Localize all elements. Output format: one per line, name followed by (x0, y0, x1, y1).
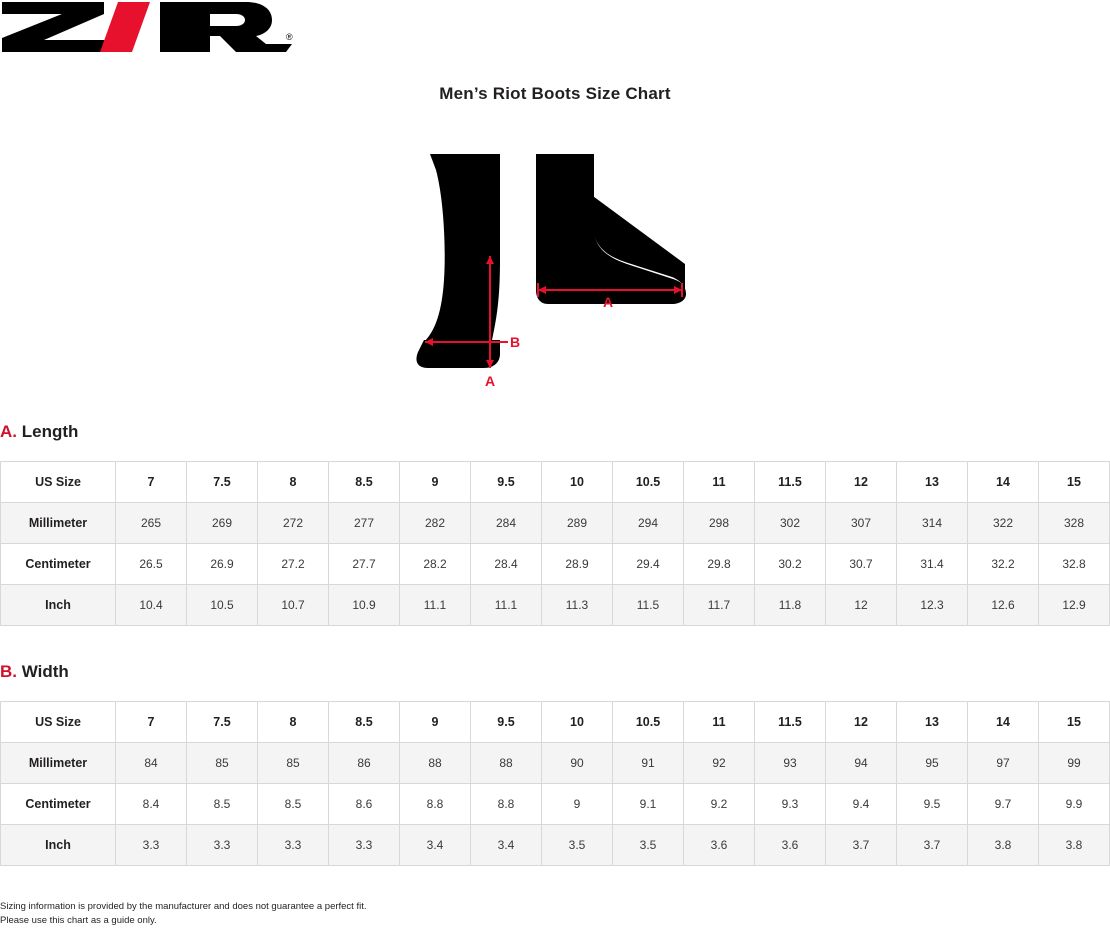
width-cell: 3.7 (826, 825, 897, 866)
width-column-header: 11 (684, 702, 755, 743)
width-cell: 8.4 (116, 784, 187, 825)
width-cell: 3.3 (329, 825, 400, 866)
length-cell: 284 (471, 503, 542, 544)
width-cell: 91 (613, 743, 684, 784)
length-cell: 328 (1039, 503, 1110, 544)
width-cell: 9.7 (968, 784, 1039, 825)
length-cell: 32.8 (1039, 544, 1110, 585)
page-title: Men’s Riot Boots Size Chart (439, 84, 671, 103)
length-cell: 29.4 (613, 544, 684, 585)
width-cell: 8.8 (471, 784, 542, 825)
width-cell: 93 (755, 743, 826, 784)
width-cell: 3.5 (613, 825, 684, 866)
dimension-label-a-right: A (603, 294, 614, 310)
length-cell: 11.8 (755, 585, 826, 626)
width-column-header: 14 (968, 702, 1039, 743)
width-size-table (0, 701, 1110, 866)
z1r-logo-icon (0, 0, 300, 54)
length-cell: 298 (684, 503, 755, 544)
length-row-header: Centimeter (1, 544, 116, 585)
boot-measurement-diagram (0, 140, 1110, 400)
length-column-header: 13 (897, 462, 968, 503)
length-cell: 28.4 (471, 544, 542, 585)
length-row-header: Millimeter (1, 503, 116, 544)
length-column-header: 8.5 (329, 462, 400, 503)
width-column-header: 12 (826, 702, 897, 743)
length-cell: 10.5 (187, 585, 258, 626)
width-cell: 3.4 (471, 825, 542, 866)
length-row (1, 585, 1110, 626)
length-column-header: 12 (826, 462, 897, 503)
width-cell: 9.4 (826, 784, 897, 825)
width-column-header: 10 (542, 702, 613, 743)
length-column-header: 8 (258, 462, 329, 503)
width-cell: 3.8 (1039, 825, 1110, 866)
width-cell: 8.5 (187, 784, 258, 825)
width-cell: 85 (258, 743, 329, 784)
width-cell: 88 (471, 743, 542, 784)
length-cell: 10.4 (116, 585, 187, 626)
width-column-header: 9.5 (471, 702, 542, 743)
length-cell: 12.3 (897, 585, 968, 626)
length-cell: 272 (258, 503, 329, 544)
section-letter-b: B. (0, 662, 17, 681)
section-letter-a: A. (0, 422, 17, 441)
length-row (1, 503, 1110, 544)
width-column-header: 15 (1039, 702, 1110, 743)
length-column-header: 14 (968, 462, 1039, 503)
width-cell: 3.6 (755, 825, 826, 866)
width-cell: 9 (542, 784, 613, 825)
width-cell: 9.3 (755, 784, 826, 825)
width-cell: 8.5 (258, 784, 329, 825)
width-table-body (1, 702, 1110, 866)
section-heading-width (0, 662, 69, 682)
width-row-header: Inch (1, 825, 116, 866)
length-cell: 28.2 (400, 544, 471, 585)
width-cell: 84 (116, 743, 187, 784)
width-cell: 90 (542, 743, 613, 784)
width-column-header: 8 (258, 702, 329, 743)
length-cell: 289 (542, 503, 613, 544)
dimension-label-a-left: A (485, 373, 496, 389)
width-row (1, 743, 1110, 784)
length-cell: 294 (613, 503, 684, 544)
width-column-header: 11.5 (755, 702, 826, 743)
width-column-header: 7 (116, 702, 187, 743)
width-column-header: 8.5 (329, 702, 400, 743)
width-cell: 92 (684, 743, 755, 784)
width-cell: 9.2 (684, 784, 755, 825)
boot-silhouette-left (416, 154, 500, 368)
length-cell: 26.5 (116, 544, 187, 585)
width-column-header: 13 (897, 702, 968, 743)
length-column-header: 9 (400, 462, 471, 503)
width-row-header-us-size: US Size (1, 702, 116, 743)
length-cell: 27.7 (329, 544, 400, 585)
length-cell: 282 (400, 503, 471, 544)
length-cell: 277 (329, 503, 400, 544)
boot-diagram-svg (0, 140, 1110, 400)
width-cell: 85 (187, 743, 258, 784)
width-cell: 95 (897, 743, 968, 784)
width-header-row (1, 702, 1110, 743)
length-cell: 11.7 (684, 585, 755, 626)
length-row-header-us-size: US Size (1, 462, 116, 503)
width-cell: 3.6 (684, 825, 755, 866)
length-column-header: 7 (116, 462, 187, 503)
length-row-header: Inch (1, 585, 116, 626)
width-cell: 99 (1039, 743, 1110, 784)
length-column-header: 11.5 (755, 462, 826, 503)
width-cell: 86 (329, 743, 400, 784)
width-cell: 3.3 (187, 825, 258, 866)
length-cell: 30.2 (755, 544, 826, 585)
length-table-body (1, 462, 1110, 626)
length-column-header: 7.5 (187, 462, 258, 503)
length-column-header: 11 (684, 462, 755, 503)
length-cell: 10.9 (329, 585, 400, 626)
width-cell: 3.7 (897, 825, 968, 866)
length-cell: 12.9 (1039, 585, 1110, 626)
length-cell: 26.9 (187, 544, 258, 585)
width-cell: 9.9 (1039, 784, 1110, 825)
length-cell: 12 (826, 585, 897, 626)
length-cell: 11.1 (400, 585, 471, 626)
length-cell: 28.9 (542, 544, 613, 585)
width-cell: 88 (400, 743, 471, 784)
length-cell: 27.2 (258, 544, 329, 585)
length-cell: 11.5 (613, 585, 684, 626)
length-column-header: 10 (542, 462, 613, 503)
width-column-header: 9 (400, 702, 471, 743)
width-cell: 94 (826, 743, 897, 784)
length-cell: 269 (187, 503, 258, 544)
width-row (1, 784, 1110, 825)
footnote (0, 900, 367, 928)
width-cell: 3.5 (542, 825, 613, 866)
width-cell: 97 (968, 743, 1039, 784)
width-cell: 8.6 (329, 784, 400, 825)
width-cell: 3.8 (968, 825, 1039, 866)
length-cell: 322 (968, 503, 1039, 544)
width-cell: 8.8 (400, 784, 471, 825)
brand-logo (0, 0, 300, 54)
length-column-header: 15 (1039, 462, 1110, 503)
length-cell: 265 (116, 503, 187, 544)
length-cell: 29.8 (684, 544, 755, 585)
width-cell: 3.4 (400, 825, 471, 866)
length-column-header: 10.5 (613, 462, 684, 503)
length-cell: 314 (897, 503, 968, 544)
footnote-line-2: Please use this chart as a guide only. (0, 915, 157, 926)
width-row-header: Millimeter (1, 743, 116, 784)
length-size-table (0, 461, 1110, 626)
length-header-row (1, 462, 1110, 503)
width-column-header: 7.5 (187, 702, 258, 743)
length-row (1, 544, 1110, 585)
width-row (1, 825, 1110, 866)
length-cell: 11.1 (471, 585, 542, 626)
section-name-width: Width (21, 662, 69, 681)
width-column-header: 10.5 (613, 702, 684, 743)
boot-silhouette-right (536, 154, 686, 304)
length-cell: 307 (826, 503, 897, 544)
length-cell: 31.4 (897, 544, 968, 585)
width-cell: 9.5 (897, 784, 968, 825)
width-row-header: Centimeter (1, 784, 116, 825)
length-cell: 12.6 (968, 585, 1039, 626)
length-cell: 302 (755, 503, 826, 544)
svg-text:®: ® (286, 32, 293, 42)
width-cell: 3.3 (258, 825, 329, 866)
footnote-line-1: Sizing information is provided by the manufacturer and does not guarantee a perfect fit. (0, 901, 367, 912)
length-cell: 30.7 (826, 544, 897, 585)
section-name-length: Length (21, 422, 79, 441)
section-heading-length (0, 422, 78, 442)
width-cell: 3.3 (116, 825, 187, 866)
length-cell: 10.7 (258, 585, 329, 626)
length-cell: 11.3 (542, 585, 613, 626)
length-cell: 32.2 (968, 544, 1039, 585)
width-cell: 9.1 (613, 784, 684, 825)
dimension-label-b: B (510, 334, 521, 350)
length-column-header: 9.5 (471, 462, 542, 503)
